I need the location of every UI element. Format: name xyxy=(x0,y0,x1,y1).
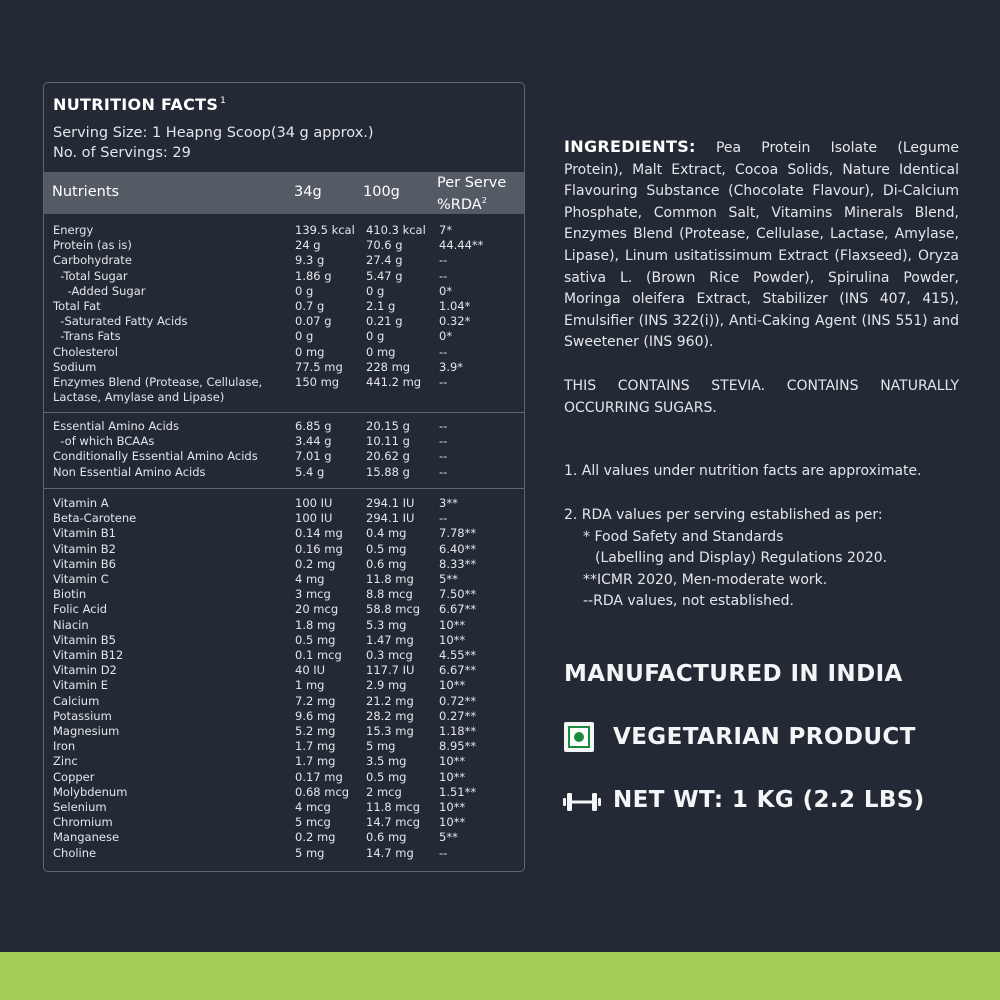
amount-100g: 15.88 g xyxy=(366,464,410,479)
nutrient-row xyxy=(44,465,524,480)
amount-100g: 5.3 mg xyxy=(366,617,407,632)
rda-percent: 0.72** xyxy=(439,693,477,708)
amount-100g: 20.15 g xyxy=(366,419,410,433)
rda-percent: 0* xyxy=(439,329,453,344)
nutrient-name: Conditionally Essential Amino Acids xyxy=(53,449,258,464)
nutrient-row xyxy=(44,678,524,693)
amount-100g: 3.5 mg xyxy=(366,754,407,769)
nutrient-row xyxy=(44,557,524,572)
amino-acids-section xyxy=(44,419,524,480)
ingredients-text: Pea Protein Isolate (Legume Protein), Malt Extract, Cocoa Solids, Nature Identical Flavouring Substance (Chocolate Flavour), Di-Calcium Phosphate, Common Salt, Vitamins Minerals Blend, Enzymes Blend (Protease, Cellulase, Lactase, Amylase, Lipase), Linum usitatissimum Extract (Flaxseed), Oryza sativa L. (Brown Rice Powder), Spirulina Powder, Moringa oleifera Extract, Stabilizer (INS 407, 415), Emulsifier (INS 322(i)), Anti-Caking Agent (INS 551) and Sweetener (INS 960). xyxy=(564,140,959,351)
header-nutrients: Nutrients xyxy=(52,184,120,200)
rda-percent: 10** xyxy=(439,632,466,647)
nutrient-row xyxy=(44,709,524,724)
rda-percent: -- xyxy=(439,419,448,433)
amount-34g: 3.44 g xyxy=(295,434,332,449)
amount-34g: 0.68 mcg xyxy=(295,784,350,799)
rda-percent: 1.04* xyxy=(439,299,471,314)
amount-34g: 0.16 mg xyxy=(295,541,343,556)
amount-100g: 0.4 mg xyxy=(366,526,407,541)
amount-34g: 139.5 kcal xyxy=(295,223,355,237)
amount-100g: 14.7 mg xyxy=(366,845,414,860)
nutrient-row xyxy=(44,449,524,464)
rda-percent: 10** xyxy=(439,800,466,815)
nutrient-name: Non Essential Amino Acids xyxy=(53,464,206,479)
amount-100g: 11.8 mcg xyxy=(366,800,421,815)
nutrient-name: Manganese xyxy=(53,830,120,845)
nutrient-row xyxy=(44,648,524,663)
amount-100g: 20.62 g xyxy=(366,449,410,464)
net-weight: NET WT: 1 KG (2.2 LBS) xyxy=(613,787,925,813)
nutrition-facts-title: NUTRITION FACTS $^1$ xyxy=(53,95,227,114)
nutrient-name: Carbohydrate xyxy=(53,253,132,268)
nutrient-name: Iron xyxy=(53,739,76,754)
nutrient-row xyxy=(44,785,524,800)
nutrient-row xyxy=(44,375,524,405)
rda-percent: 10** xyxy=(439,815,466,830)
nutrient-row xyxy=(44,269,524,284)
nutrient-name: Vitamin B2 xyxy=(53,541,116,556)
amount-100g: 0.6 mg xyxy=(366,830,407,845)
nutrient-name: Vitamin B5 xyxy=(53,632,116,647)
rda-percent: -- xyxy=(439,449,448,464)
stevia-note: THIS CONTAINS STEVIA. CONTAINS NATURALLY OCCURRING SUGARS. xyxy=(564,378,959,416)
amount-100g: 228 mg xyxy=(366,359,411,374)
amount-100g: 21.2 mg xyxy=(366,693,414,708)
amount-34g: 1 mg xyxy=(295,678,325,693)
nutrient-name: Beta-Carotene xyxy=(53,511,137,526)
amount-100g: 294.1 IU xyxy=(366,511,415,526)
amount-34g: 40 IU xyxy=(295,663,326,678)
amount-34g: 0.17 mg xyxy=(295,769,343,784)
rda-percent: 3** xyxy=(439,496,458,510)
amount-34g: 0.14 mg xyxy=(295,526,343,541)
amount-100g: 0.3 mcg xyxy=(366,648,413,663)
nutrient-name: Vitamin C xyxy=(53,572,109,587)
nutrient-row xyxy=(44,284,524,299)
amount-34g: 0.1 mcg xyxy=(295,648,342,663)
nutrient-row xyxy=(44,663,524,678)
section-divider xyxy=(44,412,524,413)
nutrient-row xyxy=(44,602,524,617)
amount-34g: 0.5 mg xyxy=(295,632,336,647)
amount-100g: 0 g xyxy=(366,329,385,344)
rda-percent: 7* xyxy=(439,223,453,237)
amount-34g: 0 g xyxy=(295,329,314,344)
amount-100g: 410.3 kcal xyxy=(366,223,426,237)
amount-100g: 28.2 mg xyxy=(366,708,414,723)
nutrient-name: -of which BCAAs xyxy=(53,434,155,449)
nutrient-row xyxy=(44,587,524,602)
ingredients-block xyxy=(564,136,959,354)
footnote-2: 2. RDA values per serving established as per: xyxy=(564,507,883,523)
footnote-2-icmr: **ICMR 2020, Men-moderate work. xyxy=(583,572,828,588)
section-divider xyxy=(44,488,524,489)
rda-percent: 6.67** xyxy=(439,663,477,678)
rda-percent: 10** xyxy=(439,769,466,784)
rda-percent: 10** xyxy=(439,754,466,769)
nutrient-row xyxy=(44,724,524,739)
rda-percent: -- xyxy=(439,268,448,283)
footnote-2-regulations: (Labelling and Display) Regulations 2020. xyxy=(595,550,888,566)
amount-100g: 5 mg xyxy=(366,739,396,754)
nutrient-row xyxy=(44,542,524,557)
amount-34g: 0.07 g xyxy=(295,314,332,329)
nutrient-name: Vitamin D2 xyxy=(53,663,117,678)
nutrient-name: Vitamin B12 xyxy=(53,648,124,663)
amount-100g: 117.7 IU xyxy=(366,663,415,678)
nutrient-name: Choline xyxy=(53,845,97,860)
rda-percent: 1.18** xyxy=(439,724,477,739)
amount-34g: 150 mg xyxy=(295,375,340,390)
amount-34g: 24 g xyxy=(295,238,321,253)
amount-34g: 100 IU xyxy=(295,511,333,526)
nutrient-name: Niacin xyxy=(53,617,89,632)
nutrient-row xyxy=(44,299,524,314)
bottom-accent-band xyxy=(0,952,1000,1000)
rda-percent: -- xyxy=(439,464,448,479)
nutrient-row xyxy=(44,496,524,511)
nutrient-name: Magnesium xyxy=(53,724,120,739)
amount-34g: 7.2 mg xyxy=(295,693,336,708)
nutrient-name: Chromium xyxy=(53,815,113,830)
nutrient-row xyxy=(44,511,524,526)
rda-percent: 8.33** xyxy=(439,556,477,571)
veg-mark-icon xyxy=(564,722,594,752)
amount-100g: 0.5 mg xyxy=(366,769,407,784)
amount-100g: 0 g xyxy=(366,283,385,298)
amount-34g: 7.01 g xyxy=(295,449,332,464)
amount-34g: 0.2 mg xyxy=(295,830,336,845)
amount-34g: 100 IU xyxy=(295,496,333,510)
amount-100g: 2.9 mg xyxy=(366,678,407,693)
rda-percent: 6.40** xyxy=(439,541,477,556)
nutrient-name: -Trans Fats xyxy=(53,329,121,344)
nutrient-name: -Saturated Fatty Acids xyxy=(53,314,188,329)
header-rda: Per Serve %RDA$^2$ xyxy=(437,175,507,213)
amount-34g: 9.3 g xyxy=(295,253,325,268)
nutrient-row xyxy=(44,770,524,785)
amount-100g: 8.8 mcg xyxy=(366,587,413,602)
nutrient-name: Biotin xyxy=(53,587,87,602)
nutrient-row xyxy=(44,800,524,815)
amount-100g: 58.8 mcg xyxy=(366,602,421,617)
rda-percent: 1.51** xyxy=(439,784,477,799)
rda-percent: 44.44** xyxy=(439,238,484,253)
footnote-2-not-established: --RDA values, not established. xyxy=(583,593,794,609)
amount-100g: 15.3 mg xyxy=(366,724,414,739)
header-100g: 100g xyxy=(363,184,400,200)
nutrient-row xyxy=(44,846,524,861)
nutrient-row xyxy=(44,223,524,238)
rda-percent: 5** xyxy=(439,830,458,845)
amount-34g: 0 mg xyxy=(295,344,325,359)
nutrient-name: Vitamin B1 xyxy=(53,526,116,541)
nutrient-row xyxy=(44,618,524,633)
nutrient-row xyxy=(44,815,524,830)
nutrient-name: Essential Amino Acids xyxy=(53,419,179,433)
macros-section xyxy=(44,223,524,405)
nutrient-row xyxy=(44,694,524,709)
amount-100g: 294.1 IU xyxy=(366,496,415,510)
amount-34g: 4 mcg xyxy=(295,800,331,815)
nutrient-row xyxy=(44,572,524,587)
rda-percent: 7.50** xyxy=(439,587,477,602)
nutrient-row xyxy=(44,830,524,845)
nutrient-name: Molybdenum xyxy=(53,784,128,799)
amount-34g: 6.85 g xyxy=(295,419,332,433)
nutrient-name: Calcium xyxy=(53,693,100,708)
amount-100g: 11.8 mg xyxy=(366,572,414,587)
rda-percent: -- xyxy=(439,434,448,449)
amount-100g: 2 mcg xyxy=(366,784,402,799)
nutrition-table-header xyxy=(44,172,524,214)
rda-percent: -- xyxy=(439,511,448,526)
nutrient-name: Cholesterol xyxy=(53,344,118,359)
amount-34g: 4 mg xyxy=(295,572,325,587)
amount-100g: 2.1 g xyxy=(366,299,396,314)
dumbbell-icon xyxy=(563,790,601,814)
nutrient-name: Selenium xyxy=(53,800,107,815)
amount-100g: 14.7 mcg xyxy=(366,815,421,830)
amount-100g: 0.21 g xyxy=(366,314,403,329)
rda-percent: 0.27** xyxy=(439,708,477,723)
nutrient-row xyxy=(44,360,524,375)
amount-100g: 10.11 g xyxy=(366,434,410,449)
amount-34g: 5 mg xyxy=(295,845,325,860)
nutrient-name: Sodium xyxy=(53,359,97,374)
nutrient-name: Zinc xyxy=(53,754,78,769)
nutrient-row xyxy=(44,419,524,434)
amount-34g: 5.2 mg xyxy=(295,724,336,739)
nutrition-facts-panel xyxy=(43,82,525,872)
amount-100g: 1.47 mg xyxy=(366,632,414,647)
amount-100g: 70.6 g xyxy=(366,238,403,253)
nutrient-name: -Total Sugar xyxy=(53,268,128,283)
servings-count: No. of Servings: 29 xyxy=(53,145,191,161)
header-34g: 34g xyxy=(294,184,322,200)
nutrient-name: Potassium xyxy=(53,708,112,723)
title-footnote: 1 xyxy=(220,96,227,106)
amount-100g: 0.5 mg xyxy=(366,541,407,556)
nutrient-row xyxy=(44,754,524,769)
rda-percent: 0.32* xyxy=(439,314,471,329)
amount-100g: 27.4 g xyxy=(366,253,403,268)
nutrient-name: Copper xyxy=(53,769,95,784)
nutrient-row xyxy=(44,633,524,648)
manufactured-in-india: MANUFACTURED IN INDIA xyxy=(564,661,903,687)
rda-percent: -- xyxy=(439,845,448,860)
ingredients-label: INGREDIENTS: xyxy=(564,137,696,156)
footnote-1: 1. All values under nutrition facts are approximate. xyxy=(564,463,922,479)
nutrient-name: Vitamin A xyxy=(53,496,109,510)
rda-percent: 8.95** xyxy=(439,739,477,754)
nutrient-row xyxy=(44,329,524,344)
rda-percent: 3.9* xyxy=(439,359,464,374)
rda-percent: 10** xyxy=(439,617,466,632)
amount-34g: 1.8 mg xyxy=(295,617,336,632)
amount-100g: 0.6 mg xyxy=(366,556,407,571)
rda-percent: 4.55** xyxy=(439,648,477,663)
serving-size: Serving Size: 1 Heapng Scoop(34 g approx.) xyxy=(53,125,374,141)
amount-34g: 0.7 g xyxy=(295,299,325,314)
nutrient-name: Folic Acid xyxy=(53,602,108,617)
nutrient-row xyxy=(44,434,524,449)
rda-percent: 0* xyxy=(439,283,453,298)
amount-34g: 0.2 mg xyxy=(295,556,336,571)
vegetarian-product: VEGETARIAN PRODUCT xyxy=(613,724,916,750)
nutrient-name: Vitamin B6 xyxy=(53,556,116,571)
nutrient-name: Vitamin E xyxy=(53,678,108,693)
rda-percent: 5** xyxy=(439,572,458,587)
amount-34g: 0 g xyxy=(295,283,314,298)
amount-34g: 1.7 mg xyxy=(295,754,336,769)
amount-34g: 3 mcg xyxy=(295,587,331,602)
amount-100g: 0 mg xyxy=(366,344,396,359)
nutrient-row xyxy=(44,314,524,329)
nutrient-name: -Added Sugar xyxy=(53,283,146,298)
amount-34g: 20 mcg xyxy=(295,602,339,617)
amount-34g: 5 mcg xyxy=(295,815,331,830)
rda-percent: -- xyxy=(439,375,448,390)
amount-34g: 1.86 g xyxy=(295,268,332,283)
rda-percent: -- xyxy=(439,253,448,268)
amount-100g: 5.47 g xyxy=(366,268,403,283)
rda-percent: 10** xyxy=(439,678,466,693)
amount-34g: 77.5 mg xyxy=(295,359,343,374)
amount-34g: 1.7 mg xyxy=(295,739,336,754)
nutrient-name: Energy xyxy=(53,223,94,237)
rda-percent: 7.78** xyxy=(439,526,477,541)
amount-100g: 441.2 mg xyxy=(366,375,422,390)
nutrient-row xyxy=(44,238,524,253)
nutrient-row xyxy=(44,253,524,268)
amount-34g: 9.6 mg xyxy=(295,708,336,723)
nutrient-row xyxy=(44,739,524,754)
rda-percent: 6.67** xyxy=(439,602,477,617)
amount-34g: 5.4 g xyxy=(295,464,325,479)
nutrient-row xyxy=(44,345,524,360)
nutrient-name: Enzymes Blend (Protease, Cellulase, Lactase, Amylase and Lipase) xyxy=(53,375,263,405)
vitamins-minerals-section xyxy=(44,496,524,861)
footnote-2-fssai: * Food Safety and Standards xyxy=(583,529,784,545)
nutrient-row xyxy=(44,526,524,541)
rda-percent: -- xyxy=(439,344,448,359)
nutrient-name: Protein (as is) xyxy=(53,238,132,253)
nutrient-name: Total Fat xyxy=(53,299,101,314)
